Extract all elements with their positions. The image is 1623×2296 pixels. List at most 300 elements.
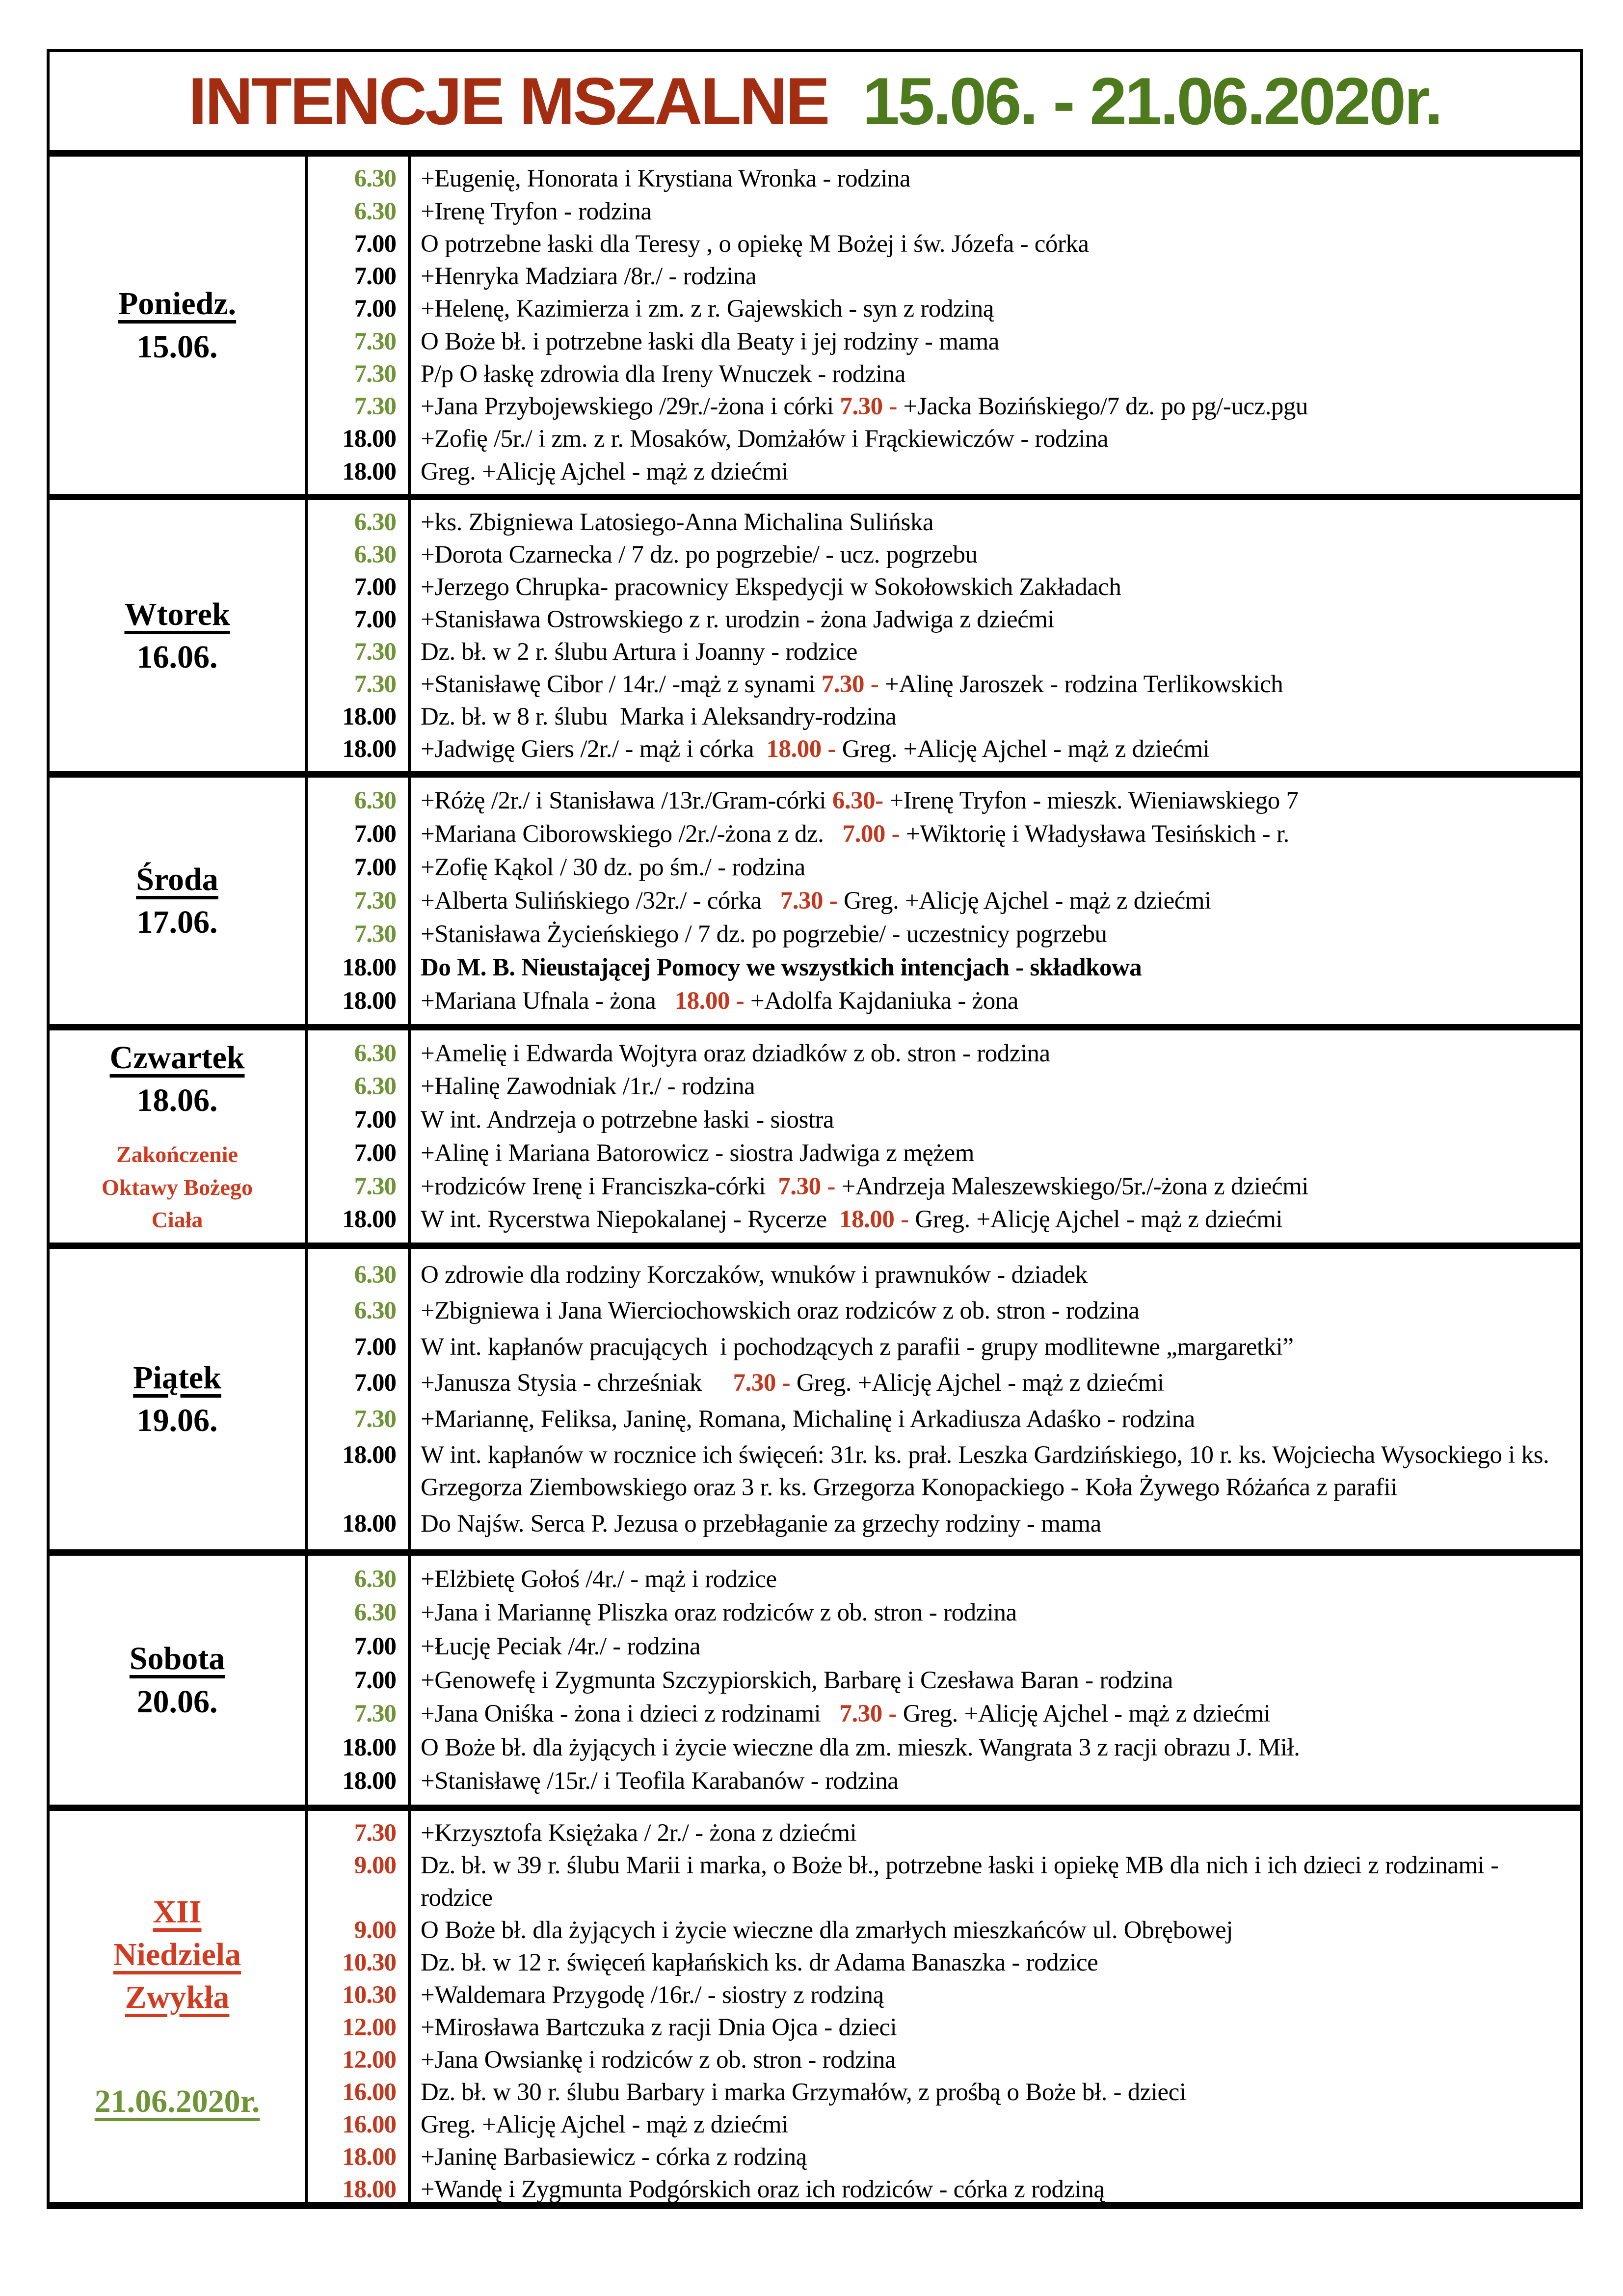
mass-time: 18.00 xyxy=(342,1767,396,1795)
mass-time: 18.00 xyxy=(342,703,396,730)
mass-entry xyxy=(305,1664,1580,1697)
inline-time-marker: 7.00 - xyxy=(842,820,906,848)
mass-time: 7.30 xyxy=(354,671,396,698)
mass-time: 7.00 xyxy=(354,1666,396,1694)
day-row-niedziela xyxy=(50,1805,1580,2202)
mass-intention xyxy=(408,1070,1580,1103)
intention-text: Dz. bł. w 8 r. ślubu Marka i Aleksandry-rodzina xyxy=(421,703,897,730)
mass-intention xyxy=(408,1765,1580,1797)
mass-time: 6.30 xyxy=(354,1297,396,1324)
mass-entries xyxy=(305,1556,1580,1805)
mass-time: 18.00 xyxy=(342,1733,396,1761)
mass-time: 10.30 xyxy=(342,1949,396,1976)
mass-entry xyxy=(305,1817,1580,1849)
mass-entry xyxy=(305,2076,1580,2108)
day-note-line: Zakończenie xyxy=(116,1142,238,1167)
inline-time-marker: 7.30 - xyxy=(821,671,885,698)
mass-entry xyxy=(305,358,1580,390)
inline-time-marker: 18.00 - xyxy=(674,987,750,1015)
intention-text: Do Najśw. Serca P. Jezusa o przebłaganie za grzechy rodziny - mama xyxy=(421,1510,1101,1538)
intention-text: +Wandę i Zygmunta Podgórskich oraz ich rodziców - córka z rodziną xyxy=(421,2176,1105,2203)
intention-text: W int. Andrzeja o potrzebne łaski - siostra xyxy=(421,1106,834,1134)
intention-text: Dz. bł. w 39 r. ślubu Marii i marka, o Boże bł., potrzebne łaski i opiekę MB dla nich i ich dzieci z rodzinami - rodzice xyxy=(421,1852,1505,1912)
mass-entry xyxy=(305,1979,1580,2011)
mass-intention xyxy=(408,539,1580,571)
day-row-wtorek xyxy=(50,494,1580,771)
inline-time-marker: 7.30 - xyxy=(840,393,904,421)
day-row-sobota xyxy=(50,1549,1580,1805)
mass-time: 7.00 xyxy=(354,820,396,848)
mass-entry xyxy=(305,539,1580,571)
mass-time: 7.30 xyxy=(354,920,396,948)
page-title: INTENCJE MSZALNE xyxy=(188,64,828,138)
intention-text: Greg. +Alicję Ajchel - mąż z dziećmi xyxy=(915,1206,1283,1234)
mass-intention xyxy=(408,1698,1580,1730)
intention-text: +ks. Zbigniewa Latosiego-Anna Michalina Sulińska xyxy=(421,509,933,536)
mass-time: 18.00 xyxy=(342,1206,396,1234)
mass-time: 9.00 xyxy=(354,1917,396,1944)
mass-time: 7.30 xyxy=(354,1819,396,1847)
day-row-sroda xyxy=(50,771,1580,1024)
intention-text: Dz. bł. w 12 r. święceń kapłańskich ks. dr Adama Banaszka - rodzice xyxy=(421,1949,1098,1976)
intention-text: +Jadwigę Giers /2r./ - mąż i córka xyxy=(421,735,767,763)
day-label-line: Środa xyxy=(136,861,218,897)
day-row-poniedzialek xyxy=(50,150,1580,494)
intention-text: O Boże bł. dla żyjących i życie wieczne dla zmarłych mieszkańców ul. Obrębowej xyxy=(421,1917,1233,1944)
intention-text: +Adolfa Kajdaniuka - żona xyxy=(750,987,1018,1015)
day-label-line: Zwykła xyxy=(125,1979,230,2015)
intention-text: +Alberta Sulińskiego /32r./ - córka xyxy=(421,887,780,915)
intention-text: +Stanisławę Cibor / 14r./ -mąż z synami xyxy=(421,671,822,698)
intention-text: +Wiktorię i Władysława Tesińskich - r. xyxy=(905,820,1289,848)
mass-entry xyxy=(305,195,1580,228)
mass-time: 7.30 xyxy=(354,887,396,915)
mass-intention xyxy=(408,571,1580,603)
mass-time: 7.30 xyxy=(354,327,396,355)
intention-text: +Dorota Czarnecka / 7 dz. po pogrzebie/ - ucz. pogrzebu xyxy=(421,541,978,568)
mass-intention xyxy=(408,1170,1580,1203)
mass-entry xyxy=(305,851,1580,884)
mass-entry xyxy=(305,668,1580,701)
mass-entry xyxy=(305,1596,1580,1629)
column-divider-time xyxy=(408,778,411,1024)
mass-entry xyxy=(305,1403,1580,1435)
intention-text: +Różę /2r./ i Stanisława /13r./Gram-córki xyxy=(421,787,832,814)
day-label-line: Poniedz. xyxy=(118,286,237,322)
column-divider-time xyxy=(408,1030,411,1243)
mass-time: 18.00 xyxy=(342,1441,396,1469)
mass-entry xyxy=(305,985,1580,1017)
mass-entry xyxy=(305,1914,1580,1946)
mass-time: 12.00 xyxy=(342,2014,396,2041)
intention-text: +Janusza Stysia - chrześniak xyxy=(421,1369,733,1397)
mass-time: 7.30 xyxy=(354,1405,396,1433)
date-range: 15.06. - 21.06.2020r. xyxy=(862,64,1441,138)
day-note-line: Ciała xyxy=(151,1207,203,1233)
mass-entry xyxy=(305,1698,1580,1730)
mass-intention xyxy=(408,228,1580,260)
mass-intention xyxy=(408,1331,1580,1363)
mass-time: 12.00 xyxy=(342,2046,396,2074)
mass-time: 7.00 xyxy=(354,1139,396,1167)
mass-entry xyxy=(305,1259,1580,1291)
intention-text: +Stanisławę /15r./ i Teofila Karabanów - rodzina xyxy=(421,1767,899,1795)
intention-text: +Zbigniewa i Jana Wierciochowskich oraz rodziców z ob. stron - rodzina xyxy=(421,1297,1140,1324)
mass-intention xyxy=(408,1731,1580,1764)
mass-intention xyxy=(408,701,1580,733)
intention-text: +Alinę i Mariana Batorowicz - siostra Jadwiga z mężem xyxy=(421,1139,974,1167)
mass-entry xyxy=(305,1508,1580,1540)
intention-text: +Mariana Ciborowskiego /2r./-żona z dz. xyxy=(421,820,843,848)
mass-intention xyxy=(408,636,1580,668)
mass-intention xyxy=(408,885,1580,917)
intention-text: Dz. bł. w 30 r. ślubu Barbary i marka Grzymałów, z prośbą o Boże bł. - dzieci xyxy=(421,2079,1186,2106)
intention-text: +Amelię i Edwarda Wojtyra oraz dziadków z ob. stron - rodzina xyxy=(421,1039,1050,1067)
intention-text: P/p O łaskę zdrowia dla Ireny Wnuczek - rodzina xyxy=(421,360,905,388)
column-divider-day xyxy=(305,1811,308,2202)
mass-entry xyxy=(305,1137,1580,1169)
mass-intention xyxy=(408,784,1580,817)
mass-entry xyxy=(305,506,1580,539)
mass-entry xyxy=(305,1849,1580,1914)
intention-text: +Henryka Madziara /8r./ - rodzina xyxy=(421,263,757,291)
column-divider-day xyxy=(305,778,308,1024)
mass-intention xyxy=(408,985,1580,1017)
intention-text: +rodziców Irenę i Franciszka-córki xyxy=(421,1172,778,1200)
mass-time: 6.30 xyxy=(354,1073,396,1101)
intention-text: +Jana Owsiankę i rodziców z ob. stron - rodzina xyxy=(421,2046,896,2074)
intention-text: +Jerzego Chrupka- pracownicy Ekspedycji w Sokołowskich Zakładach xyxy=(421,573,1121,601)
mass-time: 6.30 xyxy=(354,541,396,568)
intention-text: +Janinę Barbasiewicz - córka z rodziną xyxy=(421,2143,807,2171)
mass-entry xyxy=(305,293,1580,325)
mass-entry xyxy=(305,2108,1580,2141)
day-label-czwartek xyxy=(50,1030,305,1243)
table-header xyxy=(50,52,1580,150)
mass-entry xyxy=(305,1170,1580,1203)
inline-time-marker: 7.30 - xyxy=(780,887,844,915)
intention-text: +Genowefę i Zygmunta Szczypiorskich, Barbarę i Czesława Baran - rodzina xyxy=(421,1666,1173,1694)
mass-intention xyxy=(408,818,1580,850)
intention-text: +Zofię Kąkol / 30 dz. po śm./ - rodzina xyxy=(421,854,805,881)
mass-entry xyxy=(305,1563,1580,1595)
day-label-piatek xyxy=(50,1249,305,1549)
mass-entry xyxy=(305,1203,1580,1236)
mass-time: 7.00 xyxy=(354,573,396,601)
mass-intention xyxy=(408,1508,1580,1540)
mass-intention xyxy=(408,918,1580,950)
mass-time: 6.30 xyxy=(354,1039,396,1067)
intention-text: Greg. +Alicję Ajchel - mąż z dziećmi xyxy=(842,735,1210,763)
intention-text: +Krzysztofa Księżaka / 2r./ - żona z dziećmi xyxy=(421,1819,857,1847)
intention-text: +Stanisława Życieńskiego / 7 dz. po pogrzebie/ - uczestnicy pogrzebu xyxy=(421,920,1107,948)
day-label-line: 18.06. xyxy=(136,1082,218,1118)
mass-time: 18.00 xyxy=(342,2176,396,2203)
mass-entry xyxy=(305,1037,1580,1070)
column-divider-day xyxy=(305,1249,308,1549)
mass-entry xyxy=(305,325,1580,358)
mass-entry xyxy=(305,918,1580,950)
mass-intention xyxy=(408,2108,1580,2141)
mass-entry xyxy=(305,1104,1580,1136)
day-label-niedziela xyxy=(50,1811,305,2202)
column-divider-day xyxy=(305,500,308,771)
mass-entry xyxy=(305,260,1580,293)
mass-entry xyxy=(305,1731,1580,1764)
intention-text: Dz. bł. w 2 r. ślubu Artura i Joanny - rodzice xyxy=(421,638,857,666)
intention-text: Greg. +Alicję Ajchel - mąż z dziećmi xyxy=(903,1700,1271,1728)
mass-entry xyxy=(305,571,1580,603)
mass-intention xyxy=(408,2141,1580,2173)
day-label-line: 19.06. xyxy=(136,1403,218,1438)
intention-text: O Boże bł. dla żyjących i życie wieczne dla zm. mieszk. Wangrata 3 z racji obrazu J. Mił. xyxy=(421,1733,1300,1761)
intention-text: O Boże bł. i potrzebne łaski dla Beaty i jej rodziny - mama xyxy=(421,327,999,355)
mass-entry xyxy=(305,733,1580,765)
intention-text: +Mariannę, Feliksa, Janinę, Romana, Michalinę i Arkadiusza Adaśko - rodzina xyxy=(421,1405,1195,1433)
mass-entries xyxy=(305,500,1580,771)
mass-intention xyxy=(408,668,1580,701)
mass-entry xyxy=(305,885,1580,917)
mass-entry xyxy=(305,162,1580,195)
intention-text: Do M. B. Nieustającej Pomocy we wszystkich intencjach - składkowa xyxy=(421,954,1142,981)
mass-entry xyxy=(305,1070,1580,1103)
mass-intention xyxy=(408,1367,1580,1399)
mass-intention xyxy=(408,1137,1580,1169)
inline-time-marker: 6.30- xyxy=(832,787,890,814)
intention-text: +Andrzeja Maleszewskiego/5r./-żona z dziećmi xyxy=(841,1172,1308,1200)
mass-intention xyxy=(408,1946,1580,1979)
mass-time: 7.30 xyxy=(354,638,396,666)
mass-entry xyxy=(305,1630,1580,1663)
intention-text: Greg. +Alicję Ajchel - mąż z dziećmi xyxy=(421,458,788,486)
mass-time: 9.00 xyxy=(354,1852,396,1879)
mass-intention xyxy=(408,1259,1580,1291)
mass-entry xyxy=(305,228,1580,260)
day-label-line: XII xyxy=(153,1893,202,1930)
mass-intention xyxy=(408,456,1580,488)
mass-intention xyxy=(408,1037,1580,1070)
mass-time: 18.00 xyxy=(342,1510,396,1538)
column-divider-day xyxy=(305,1556,308,1805)
day-label-poniedzialek xyxy=(50,157,305,494)
mass-time: 7.30 xyxy=(354,1700,396,1728)
intention-text: Greg. +Alicję Ajchel - mąż z dziećmi xyxy=(421,2111,788,2138)
mass-entry xyxy=(305,603,1580,636)
column-divider-time xyxy=(408,1811,411,2202)
mass-entry xyxy=(305,423,1580,455)
intention-text: O zdrowie dla rodziny Korczaków, wnuków i prawnuków - dziadek xyxy=(421,1261,1088,1289)
mass-entry xyxy=(305,1946,1580,1979)
day-label-line: 16.06. xyxy=(136,639,218,675)
mass-intention xyxy=(408,2173,1580,2206)
inline-time-marker: 18.00 - xyxy=(839,1206,915,1234)
mass-intention xyxy=(408,2011,1580,2044)
column-divider-day xyxy=(305,1030,308,1243)
intention-text: +Irenę Tryfon - rodzina xyxy=(421,197,652,225)
column-divider-day xyxy=(305,157,308,494)
mass-time: 7.00 xyxy=(354,295,396,323)
inline-time-marker: 7.30 - xyxy=(733,1369,797,1397)
mass-time: 7.00 xyxy=(354,854,396,881)
mass-entry xyxy=(305,701,1580,733)
mass-time: 7.00 xyxy=(354,1333,396,1361)
mass-entry xyxy=(305,1367,1580,1399)
mass-entry xyxy=(305,2141,1580,2173)
mass-entry xyxy=(305,456,1580,488)
mass-intention xyxy=(408,2044,1580,2076)
mass-time: 7.00 xyxy=(354,1106,396,1134)
day-row-czwartek xyxy=(50,1024,1580,1243)
day-label-sobota xyxy=(50,1556,305,1805)
schedule-table xyxy=(47,49,1583,2209)
mass-entry xyxy=(305,818,1580,850)
mass-time: 6.30 xyxy=(354,509,396,536)
mass-time: 6.30 xyxy=(354,787,396,814)
mass-intention xyxy=(408,1664,1580,1697)
mass-time: 16.00 xyxy=(342,2111,396,2138)
intention-text: +Mirosława Bartczuka z racji Dnia Ojca - dzieci xyxy=(421,2014,897,2041)
mass-time: 6.30 xyxy=(354,197,396,225)
mass-entries xyxy=(305,1249,1580,1549)
mass-entry xyxy=(305,2011,1580,2044)
day-label-wtorek xyxy=(50,500,305,771)
mass-entry xyxy=(305,1439,1580,1504)
inline-time-marker: 7.30 - xyxy=(839,1700,903,1728)
day-note-line: Oktawy Bożego xyxy=(102,1174,253,1200)
mass-time: 18.00 xyxy=(342,954,396,981)
mass-time: 6.30 xyxy=(354,1261,396,1289)
mass-time: 16.00 xyxy=(342,2079,396,2106)
mass-intention xyxy=(408,603,1580,636)
mass-intention xyxy=(408,390,1580,423)
intention-text: Greg. +Alicję Ajchel - mąż z dziećmi xyxy=(796,1369,1164,1397)
inline-time-marker: 7.30 - xyxy=(778,1172,842,1200)
column-divider-time xyxy=(408,1249,411,1549)
column-divider-time xyxy=(408,157,411,494)
mass-time: 6.30 xyxy=(354,1565,396,1593)
intention-text: +Waldemara Przygodę /16r./ - siostry z rodziną xyxy=(421,1981,884,2009)
intention-text: +Eugenię, Honorata i Krystiana Wronka - rodzina xyxy=(421,165,911,193)
mass-entry xyxy=(305,2044,1580,2076)
intention-text: +Alinę Jaroszek - rodzina Terlikowskich xyxy=(885,671,1283,698)
mass-time: 18.00 xyxy=(342,735,396,763)
mass-intention xyxy=(408,951,1580,984)
intention-text: +Łucję Peciak /4r./ - rodzina xyxy=(421,1632,700,1660)
mass-time: 7.00 xyxy=(354,230,396,258)
mass-intention xyxy=(408,195,1580,228)
day-label-line: Piątek xyxy=(133,1359,221,1396)
mass-intention xyxy=(408,358,1580,390)
mass-intention xyxy=(408,1849,1580,1914)
intention-text: +Jacka Bozińskiego/7 dz. po pg/-ucz.pgu xyxy=(903,393,1308,421)
inline-time-marker: 18.00 - xyxy=(766,735,842,763)
mass-intention xyxy=(408,1439,1580,1504)
day-label-line: Wtorek xyxy=(124,596,230,632)
mass-intention xyxy=(408,423,1580,455)
mass-entry xyxy=(305,390,1580,423)
day-label-line: Czwartek xyxy=(109,1039,245,1076)
day-label-line: Niedziela xyxy=(113,1936,241,1972)
mass-intention xyxy=(408,1203,1580,1236)
mass-entries xyxy=(305,1030,1580,1243)
mass-intention xyxy=(408,1403,1580,1435)
mass-entry xyxy=(305,951,1580,984)
mass-intention xyxy=(408,1979,1580,2011)
mass-entries xyxy=(305,157,1580,494)
intention-text: +Jana i Mariannę Pliszka oraz rodziców z ob. stron - rodzina xyxy=(421,1599,1017,1627)
mass-time: 7.00 xyxy=(354,606,396,633)
mass-intention xyxy=(408,325,1580,358)
day-label-line: 17.06. xyxy=(136,904,218,940)
mass-intention xyxy=(408,293,1580,325)
mass-intention xyxy=(408,1817,1580,1849)
mass-entries xyxy=(305,778,1580,1024)
day-row-piatek xyxy=(50,1243,1580,1549)
intention-text: +Mariana Ufnala - żona xyxy=(421,987,675,1015)
mass-time: 7.00 xyxy=(354,1369,396,1397)
intention-text: +Halinę Zawodniak /1r./ - rodzina xyxy=(421,1073,755,1101)
mass-intention xyxy=(408,260,1580,293)
intention-text: +Irenę Tryfon - mieszk. Wieniawskiego 7 xyxy=(889,787,1299,814)
mass-intention xyxy=(408,162,1580,195)
mass-intention xyxy=(408,1563,1580,1595)
mass-entry xyxy=(305,1331,1580,1363)
intention-text: W int. Rycerstwa Niepokalanej - Rycerze xyxy=(421,1206,840,1234)
mass-entry xyxy=(305,636,1580,668)
column-divider-time xyxy=(408,1556,411,1805)
mass-time: 7.30 xyxy=(354,1172,396,1200)
mass-time: 6.30 xyxy=(354,165,396,193)
intention-text: +Stanisława Ostrowskiego z r. urodzin - żona Jadwiga z dziećmi xyxy=(421,606,1055,633)
mass-time: 7.30 xyxy=(354,360,396,388)
mass-intention xyxy=(408,1295,1580,1327)
mass-intention xyxy=(408,851,1580,884)
column-divider-time xyxy=(408,500,411,771)
mass-intention xyxy=(408,1914,1580,1946)
mass-entries xyxy=(305,1811,1580,2202)
mass-entry xyxy=(305,2173,1580,2206)
intention-text: O potrzebne łaski dla Teresy , o opiekę M Bożej i św. Józefa - córka xyxy=(421,230,1089,258)
intention-text: +Helenę, Kazimierza i zm. z r. Gajewskich - syn z rodziną xyxy=(421,295,994,323)
mass-time: 18.00 xyxy=(342,425,396,453)
mass-time: 18.00 xyxy=(342,987,396,1015)
intention-text: +Jana Oniśka - żona i dzieci z rodzinami xyxy=(421,1700,840,1728)
intention-text: W int. kapłanów pracujących i pochodzących z parafii - grupy modlitewne „margaretki” xyxy=(421,1333,1294,1361)
mass-time: 7.00 xyxy=(354,263,396,291)
mass-time: 7.00 xyxy=(354,1632,396,1660)
mass-time: 18.00 xyxy=(342,458,396,486)
mass-entry xyxy=(305,784,1580,817)
mass-entry xyxy=(305,1295,1580,1327)
intention-text: +Elżbietę Gołoś /4r./ - mąż i rodzice xyxy=(421,1565,777,1593)
day-label-line: 15.06. xyxy=(136,328,218,365)
intention-text: Greg. +Alicję Ajchel - mąż z dziećmi xyxy=(844,887,1211,915)
mass-time: 18.00 xyxy=(342,2143,396,2171)
day-label-sroda xyxy=(50,778,305,1024)
mass-time: 6.30 xyxy=(354,1599,396,1627)
mass-intention xyxy=(408,2076,1580,2108)
mass-time: 7.30 xyxy=(354,393,396,421)
day-label-line: 20.06. xyxy=(136,1683,218,1720)
mass-intention xyxy=(408,1630,1580,1663)
day-label-line: Sobota xyxy=(129,1641,225,1677)
mass-intention xyxy=(408,506,1580,539)
day-label-line: 21.06.2020r. xyxy=(94,2083,260,2120)
intention-text: +Jana Przybojewskiego /29r./-żona i córki xyxy=(421,393,840,421)
mass-time: 10.30 xyxy=(342,1981,396,2009)
mass-intention xyxy=(408,733,1580,765)
mass-intention xyxy=(408,1104,1580,1136)
